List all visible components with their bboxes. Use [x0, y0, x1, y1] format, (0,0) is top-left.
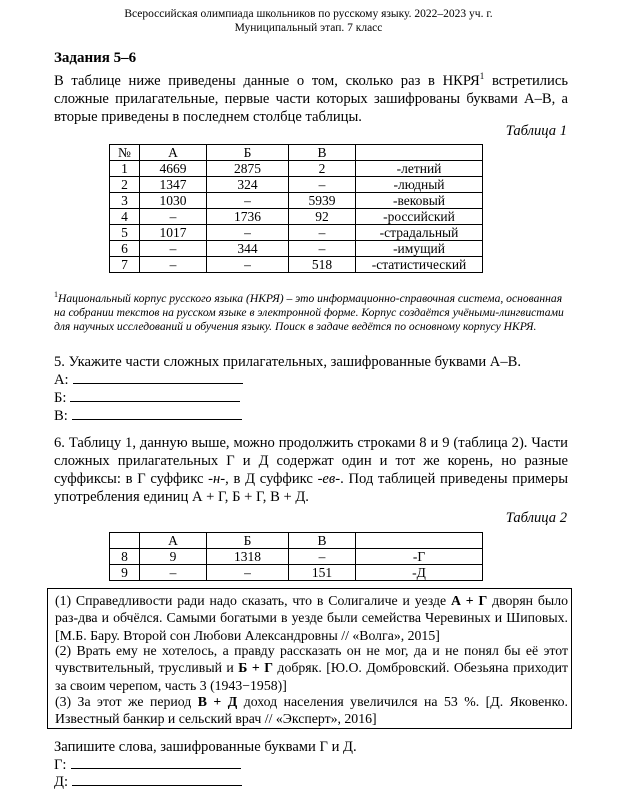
intro-part1: В таблице ниже приведены данные о том, сколько раз в НКРЯ [54, 72, 480, 89]
answer-b-line[interactable] [70, 389, 240, 402]
table-cell: 9 [140, 549, 207, 565]
write-instruction: Запишите слова, зашифрованные буквами Г и Д. [54, 739, 357, 755]
footnote-ref: 1 [479, 71, 485, 81]
question-6-part2: , в Д суффикс [225, 471, 318, 487]
answer-v-line[interactable] [72, 407, 242, 420]
examples-box [47, 588, 572, 729]
suffix-ev: -ев- [317, 471, 341, 487]
table-cell: – [140, 241, 207, 257]
table1-header-cell: А [140, 145, 207, 161]
task-title: Задания 5–6 [54, 50, 137, 66]
table-cell: 2875 [207, 161, 289, 177]
example-1-pre: (1) Справедливости ради надо сказать, что в Солигаличе и уезде [55, 593, 451, 608]
example-2-post: добряк. [Ю.О. Домбровский. Обезьяна приходит за своим черепом, часть 3 (1943−1958)] [55, 660, 568, 693]
table1-header-cell: № [110, 145, 140, 161]
table-cell: -российский [356, 209, 483, 225]
example-3 [55, 693, 568, 728]
answer-d [54, 773, 242, 791]
table-cell: – [207, 193, 289, 209]
intro-paragraph [54, 67, 568, 126]
header-stage: Муниципальный этап. 7 класс [234, 22, 383, 34]
table-cell: 1736 [207, 209, 289, 225]
answer-g [54, 756, 241, 774]
table-cell: -страдальный [356, 225, 483, 241]
question-6-part1: 6. Таблицу 1, данную выше, можно продолжить строками 8 и 9 (таблица 2). Части сложных прилагательных Г и Д содержат один и тот же корень, но разные суффиксы: в Г суффикс [54, 435, 568, 487]
question-6 [54, 434, 568, 506]
suffix-n: -н- [208, 471, 226, 487]
table2-header-cell: В [289, 533, 356, 549]
table1 [109, 144, 483, 273]
table-cell: – [207, 225, 289, 241]
table2-caption: Таблица 2 [505, 510, 567, 526]
table2-header-row [110, 533, 483, 549]
table-cell: – [140, 565, 207, 581]
table2-header-cell [110, 533, 140, 549]
answer-a-label: А: [54, 372, 69, 388]
table1-header-cell: В [289, 145, 356, 161]
question-5: 5. Укажите части сложных прилагательных, зашифрованные буквами А–В. [54, 354, 522, 370]
table-row [110, 225, 483, 241]
table1-caption: Таблица 1 [505, 123, 567, 139]
example-1 [55, 592, 568, 644]
table-cell: 92 [289, 209, 356, 225]
table1-header-cell [356, 145, 483, 161]
table-row [110, 161, 483, 177]
table-cell: – [289, 241, 356, 257]
table-cell: – [207, 257, 289, 273]
question-6-part3: . Под таблицей приведены примеры употребления единиц А + Г, Б + Г, В + Д. [54, 471, 568, 505]
answer-d-label: Д: [54, 774, 69, 790]
table2-header-cell: А [140, 533, 207, 549]
table-row [110, 565, 483, 581]
example-3-pre: (3) За этот же период [55, 694, 198, 709]
table-cell: 151 [289, 565, 356, 581]
footnote [54, 288, 568, 334]
table-cell: 1 [110, 161, 140, 177]
table-cell: – [289, 549, 356, 565]
table-cell: 2 [289, 161, 356, 177]
table-cell: 2 [110, 177, 140, 193]
table-cell: -имущий [356, 241, 483, 257]
table-cell: – [207, 565, 289, 581]
answer-v [54, 407, 242, 425]
table-cell: 5 [110, 225, 140, 241]
footnote-text: Национальный корпус русского языка (НКРЯ) – это информационно-справочная система, основанная на собрании текстов на русском языке в электронной форме. Корпус создаётся учёными-лингвистами для научных исследований и обучения языку. Поиск в задаче ведётся по основному корпусу НКРЯ. [54, 291, 564, 333]
example-3-post: доход населения увеличился на 53 %. [Д. Яковенко. Известный банкир и сельский врач // «Эксперт», 2016] [55, 694, 569, 727]
table-row [110, 549, 483, 565]
example-2 [55, 642, 568, 694]
table-cell: -людный [356, 177, 483, 193]
table1-header-row [110, 145, 483, 161]
table-cell: 7 [110, 257, 140, 273]
table-row [110, 193, 483, 209]
example-1-code: А + Г [450, 593, 488, 608]
answer-v-label: В: [54, 408, 68, 424]
table-cell: 6 [110, 241, 140, 257]
table-cell: -Д [356, 565, 483, 581]
table-row [110, 241, 483, 257]
table-cell: 9 [110, 565, 140, 581]
table-cell: -Г [356, 549, 483, 565]
table-cell: 1318 [207, 549, 289, 565]
table-cell: 4 [110, 209, 140, 225]
answer-g-label: Г: [54, 757, 67, 773]
table2 [109, 532, 483, 581]
example-2-pre: (2) Врать ему не хотелось, а правду рассказать он не мог, да и не понял бы её этот чувствительный, трусливый и [55, 643, 568, 676]
table-cell: 5939 [289, 193, 356, 209]
table-cell: -летний [356, 161, 483, 177]
table-cell: – [140, 209, 207, 225]
table-cell: 1030 [140, 193, 207, 209]
table-cell: 3 [110, 193, 140, 209]
example-1-post: дворян было раз-два и обчёлся. Самыми богатыми в уезде были семейства Черевиных и Шиповых. [М.Б. Бару. Второй сон Любови Александровны // «Волга», 2015] [55, 593, 568, 643]
footnote-number: 1 [54, 290, 58, 299]
answer-g-line[interactable] [71, 756, 241, 769]
table-row [110, 177, 483, 193]
table-cell: 344 [207, 241, 289, 257]
table1-header-cell: Б [207, 145, 289, 161]
intro-part2: встретились сложные прилагательные, первые части которых зашифрованы буквами А–В, а вторые приведены в последнем столбце таблицы. [54, 72, 568, 125]
answer-b [54, 389, 240, 407]
example-3-code: В + Д [197, 694, 238, 709]
table-cell: 8 [110, 549, 140, 565]
table-cell: -вековый [356, 193, 483, 209]
table-row [110, 257, 483, 273]
answer-a [54, 371, 243, 389]
table-cell: 1017 [140, 225, 207, 241]
table-cell: – [140, 257, 207, 273]
answer-a-line[interactable] [73, 371, 243, 384]
answer-b-label: Б: [54, 390, 67, 406]
header-olympiad: Всероссийская олимпиада школьников по русскому языку. 2022–2023 уч. г. [124, 8, 493, 20]
table-cell: – [289, 177, 356, 193]
table-row [110, 209, 483, 225]
table-cell: 518 [289, 257, 356, 273]
table-cell: – [289, 225, 356, 241]
table-cell: 324 [207, 177, 289, 193]
table2-header-cell: Б [207, 533, 289, 549]
answer-d-line[interactable] [72, 773, 242, 786]
table2-header-cell [356, 533, 483, 549]
example-2-code: Б + Г [238, 660, 273, 676]
table-cell: 4669 [140, 161, 207, 177]
table-cell: -статистический [356, 257, 483, 273]
table-cell: 1347 [140, 177, 207, 193]
